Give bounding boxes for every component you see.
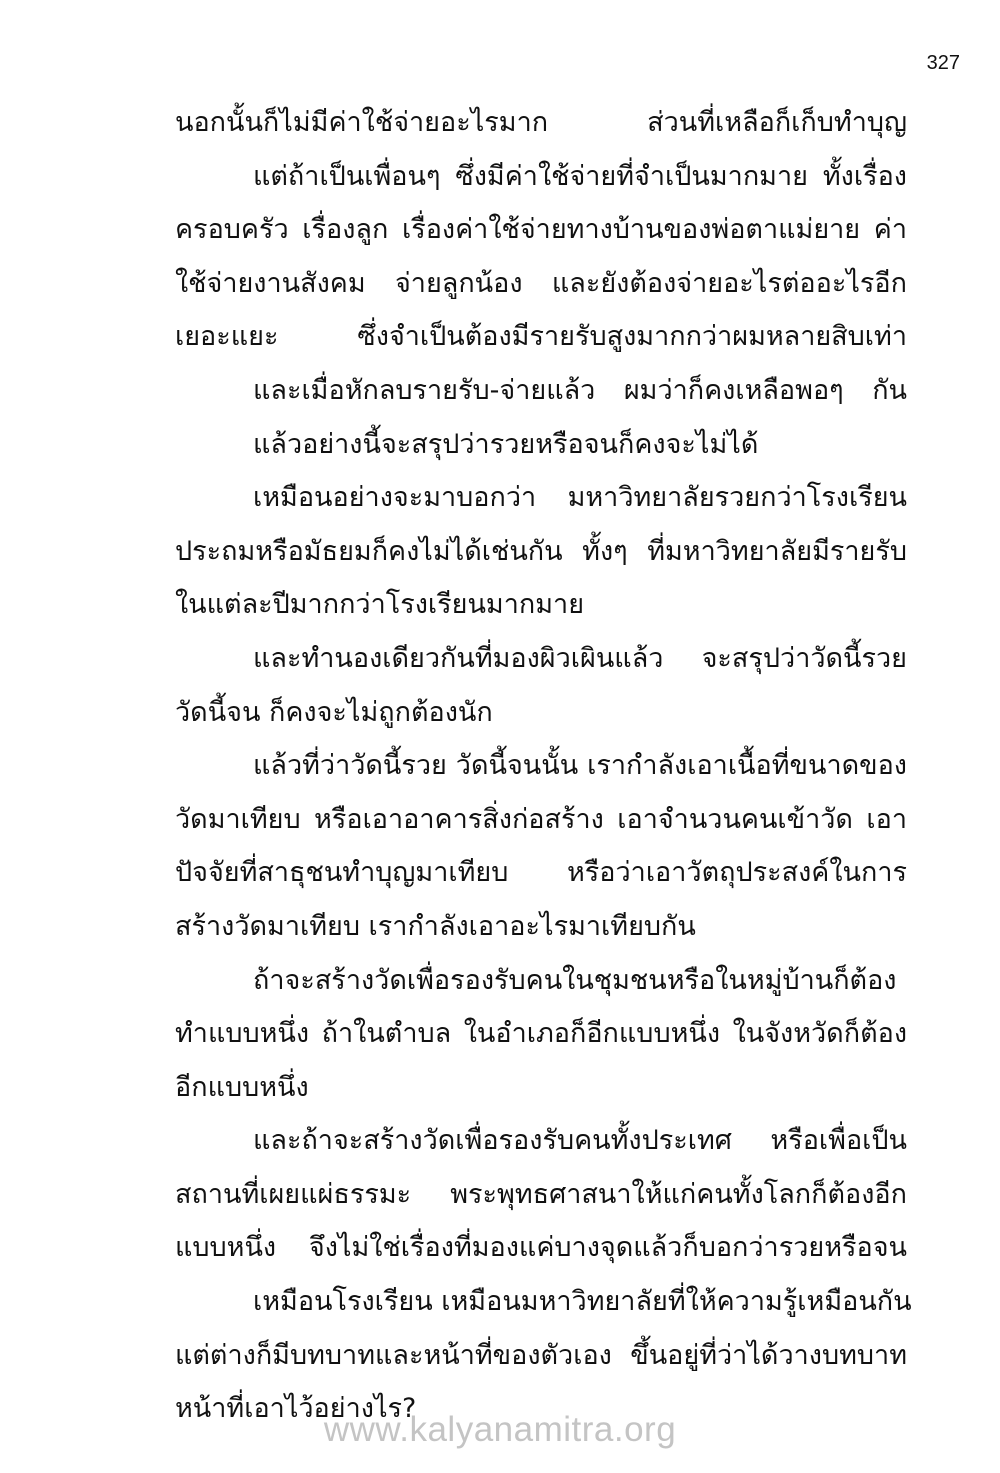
text-line: สร้างวัดมาเทียบ เรากำลังเอาอะไรมาเทียบกัน (175, 910, 696, 942)
text-line: ทำแบบหนึ่ง ถ้าในตำบล ในอำเภอก็อีกแบบหนึ่ง ในจังหวัดก็ต้อง (175, 1018, 907, 1050)
text-line: ถ้าจะสร้างวัดเพื่อรองรับคนในชุมชนหรือในหมู่บ้านก็ต้อง (253, 964, 897, 996)
text-line: เหมือนอย่างจะมาบอกว่า มหาวิทยาลัยรวยกว่าโรงเรียน (253, 482, 907, 514)
text-line: นอกนั้นก็ไม่มีค่าใช้จ่ายอะไรมาก ส่วนที่เหลือก็เก็บทำบุญ (175, 107, 907, 138)
text-line: แต่ถ้าเป็นเพื่อนๆ ซึ่งมีค่าใช้จ่ายที่จำเป็นมากมาย ทั้งเรื่อง (253, 160, 907, 192)
text-line: วัดนี้จน ก็คงจะไม่ถูกต้องนัก (175, 696, 493, 728)
text-line: ประถมหรือมัธยมก็คงไม่ได้เช่นกัน ทั้งๆ ที่มหาวิทยาลัยมีรายรับ (175, 535, 907, 567)
text-line: แต่ต่างก็มีบทบาทและหน้าที่ของตัวเอง ขึ้นอยู่ที่ว่าได้วางบทบาท (175, 1339, 907, 1371)
text-line: ปัจจัยที่สาธุชนทำบุญมาเทียบ หรือว่าเอาวัตถุประสงค์ในการ (175, 857, 907, 889)
text-line: และทำนองเดียวกันที่มองผิวเผินแล้ว จะสรุปว่าวัดนี้รวย (253, 642, 907, 674)
text-line: แล้วที่ว่าวัดนี้รวย วัดนี้จนนั้น เรากำลังเอาเนื้อที่ขนาดของ (253, 750, 907, 782)
body-text (175, 96, 912, 1436)
text-line: เหมือนโรงเรียน เหมือนมหาวิทยาลัยที่ให้ความรู้เหมือนกัน (253, 1286, 912, 1318)
text-line: แล้วอย่างนี้จะสรุปว่ารวยหรือจนก็คงจะไม่ได้ (253, 428, 759, 460)
text-line: ในแต่ละปีมากกว่าโรงเรียนมากมาย (175, 589, 585, 621)
text-line: สถานที่เผยแผ่ธรรมะ พระพุทธศาสนาให้แก่คนทั้งโลกก็ต้องอีก (175, 1178, 907, 1210)
text-line: อีกแบบหนึ่ง (175, 1071, 309, 1103)
page-number: 327 (926, 52, 960, 74)
text-line: วัดมาเทียบ หรือเอาอาคารสิ่งก่อสร้าง เอาจำนวนคนเข้าวัด เอา (175, 803, 907, 835)
text-line: หน้าที่เอาไว้อย่างไร? (175, 1393, 417, 1425)
text-line: ใช้จ่ายงานสังคม จ่ายลูกน้อง และยังต้องจ่ายอะไรต่ออะไรอีก (175, 267, 907, 299)
text-line: ครอบครัว เรื่องลูก เรื่องค่าใช้จ่ายทางบ้านของพ่อตาแม่ยาย ค่า (175, 214, 907, 246)
watermark: www.kalyanamitra.org (323, 1410, 677, 1449)
text-line: เยอะแยะ ซึ่งจำเป็นต้องมีรายรับสูงมากกว่าผมหลายสิบเท่า (175, 321, 907, 353)
text-line: และเมื่อหักลบรายรับ-จ่ายแล้ว ผมว่าก็คงเหลือพอๆ กัน (253, 374, 907, 406)
text-line: และถ้าจะสร้างวัดเพื่อรองรับคนทั้งประเทศ หรือเพื่อเป็น (253, 1125, 907, 1157)
text-line: แบบหนึ่ง จึงไม่ใช่เรื่องที่มองแค่บางจุดแล้วก็บอกว่ารวยหรือจน (175, 1232, 907, 1264)
